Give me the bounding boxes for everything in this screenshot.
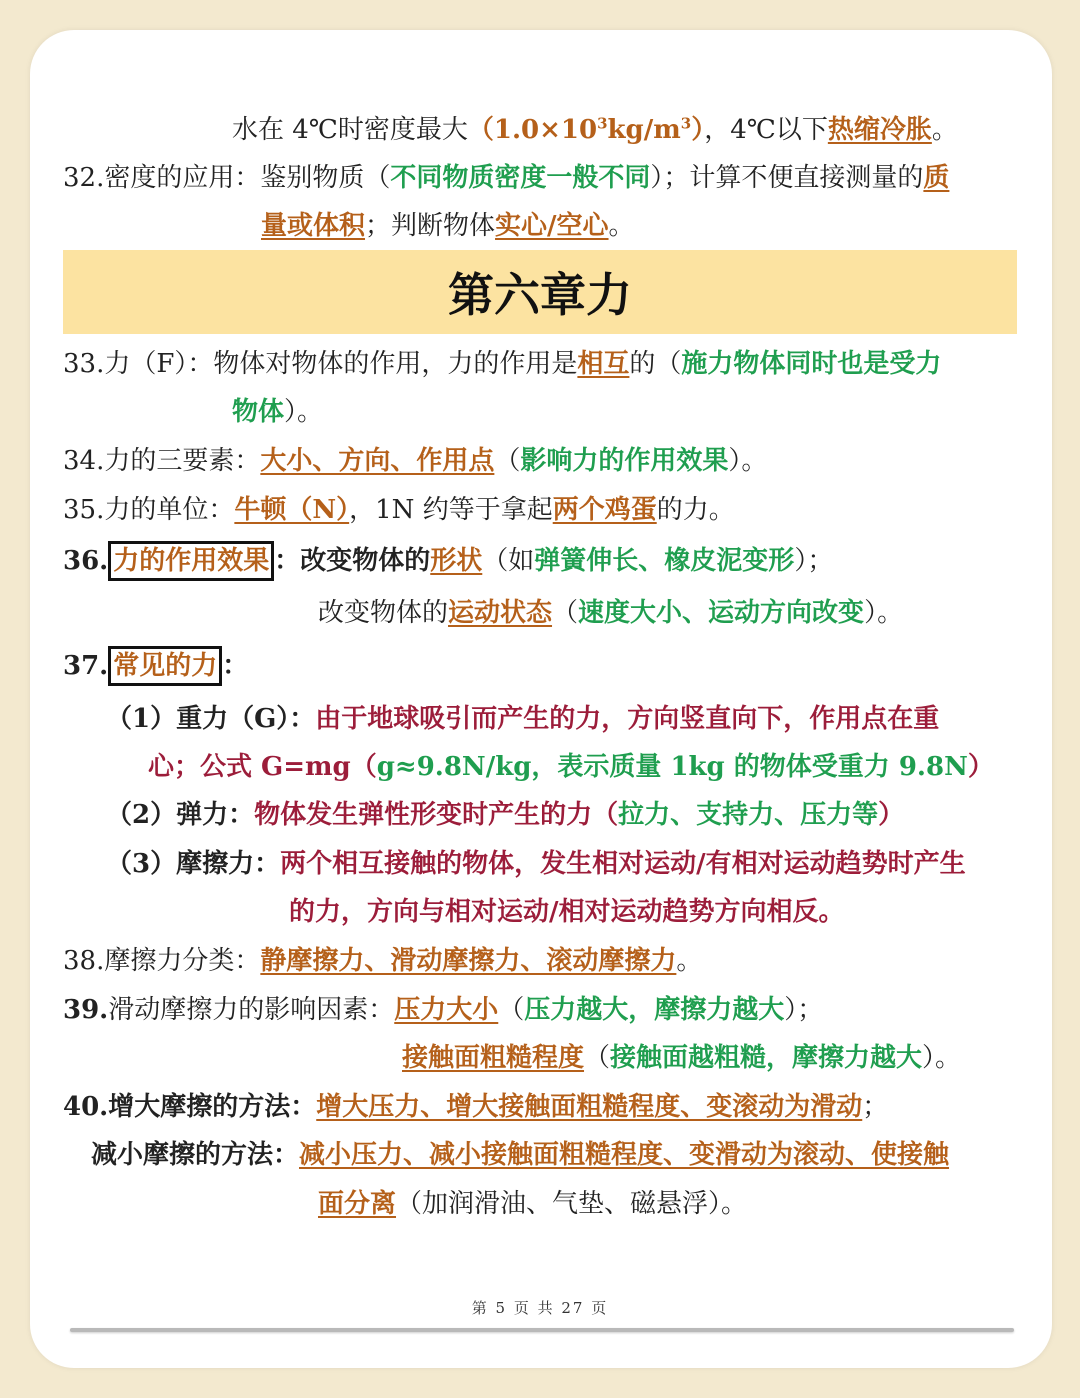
item-40-reduce: 减小摩擦的方法：减小压力、减小接触面粗糙程度、变滑动为滚动、使接触 (91, 1140, 950, 1170)
item-32-cont: 量或体积；判断物体实心/空心。 (261, 211, 635, 241)
item-36-cont: 改变物体的运动状态（速度大小、运动方向改变）。 (318, 598, 904, 628)
gravity-line: （1）重力（G）：由于地球吸引而产生的力，方向竖直向下，作用点在重 (106, 704, 940, 734)
item-39: 39.滑动摩擦力的影响因素：压力大小（压力越大，摩擦力越大）； (63, 995, 824, 1025)
highlight-value: $(1.0\times 10^3kg/m^3)$ (467, 114, 705, 145)
text: 水在 4℃时密度最大 (232, 115, 468, 145)
line-density-water: 水在 4℃时密度最大$(1.0\times 10^3kg/m^3)$，4℃以下热缩冷胀。 (232, 114, 958, 145)
item-34: 34.力的三要素：大小、方向、作用点（影响力的作用效果）。 (63, 446, 768, 476)
page-number: 第 5 页 共 27 页 (471, 1299, 609, 1317)
item-33: 33.力（F）：物体对物体的作用，力的作用是相互的（施力物体同时也是受力 (63, 349, 942, 379)
elastic-force-line: （2）弹力：物体发生弹性形变时产生的力（拉力、支持力、压力等） (106, 800, 905, 830)
boxed-heading: 力的作用效果 (108, 541, 274, 581)
item-40-reduce-cont: 面分离（加润滑油、气垫、磁悬浮）。 (318, 1189, 748, 1219)
highlight-underlined: 热缩冷胀 (827, 115, 932, 145)
text: ，4℃以下 (704, 115, 828, 145)
item-38: 38.摩擦力分类：静摩擦力、滑动摩擦力、滚动摩擦力。 (63, 946, 703, 976)
item-32: 32.密度的应用：鉴别物质（不同物质密度一般不同）；计算不便直接测量的质 (63, 163, 950, 193)
item-40: 40.增大摩擦的方法：增大压力、增大接触面粗糙程度、变滚动为滑动； (63, 1092, 889, 1122)
item-35: 35.力的单位：牛顿（N），1N 约等于拿起两个鸡蛋的力。 (63, 495, 735, 525)
item-33-cont: 物体）。 (232, 397, 324, 427)
bottom-divider (70, 1328, 1014, 1332)
friction-line: （3）摩擦力：两个相互接触的物体，发生相对运动/有相对运动趋势时产生 (106, 849, 966, 879)
item-36: 36. 力的作用效果 ：改变物体的形状（如弹簧伸长、橡皮泥变形）； (63, 541, 833, 581)
friction-line-cont: 的力，方向与相对运动/相对运动趋势方向相反。 (289, 897, 845, 927)
item-39-cont: 接触面粗糙程度（接触面越粗糙，摩擦力越大）。 (402, 1043, 962, 1073)
boxed-heading: 常见的力 (108, 646, 222, 686)
item-37: 37. 常见的力 ： (63, 646, 248, 686)
highlight-underlined: 质 (923, 163, 950, 193)
chapter-title: 第六章力 (63, 250, 1017, 334)
gravity-formula: 心；公式 G=mg（g≈9.8N/kg，表示质量 1kg 的物体受重力 9.8N） (148, 752, 994, 782)
highlight-green: 不同物质密度一般不同 (390, 163, 651, 193)
